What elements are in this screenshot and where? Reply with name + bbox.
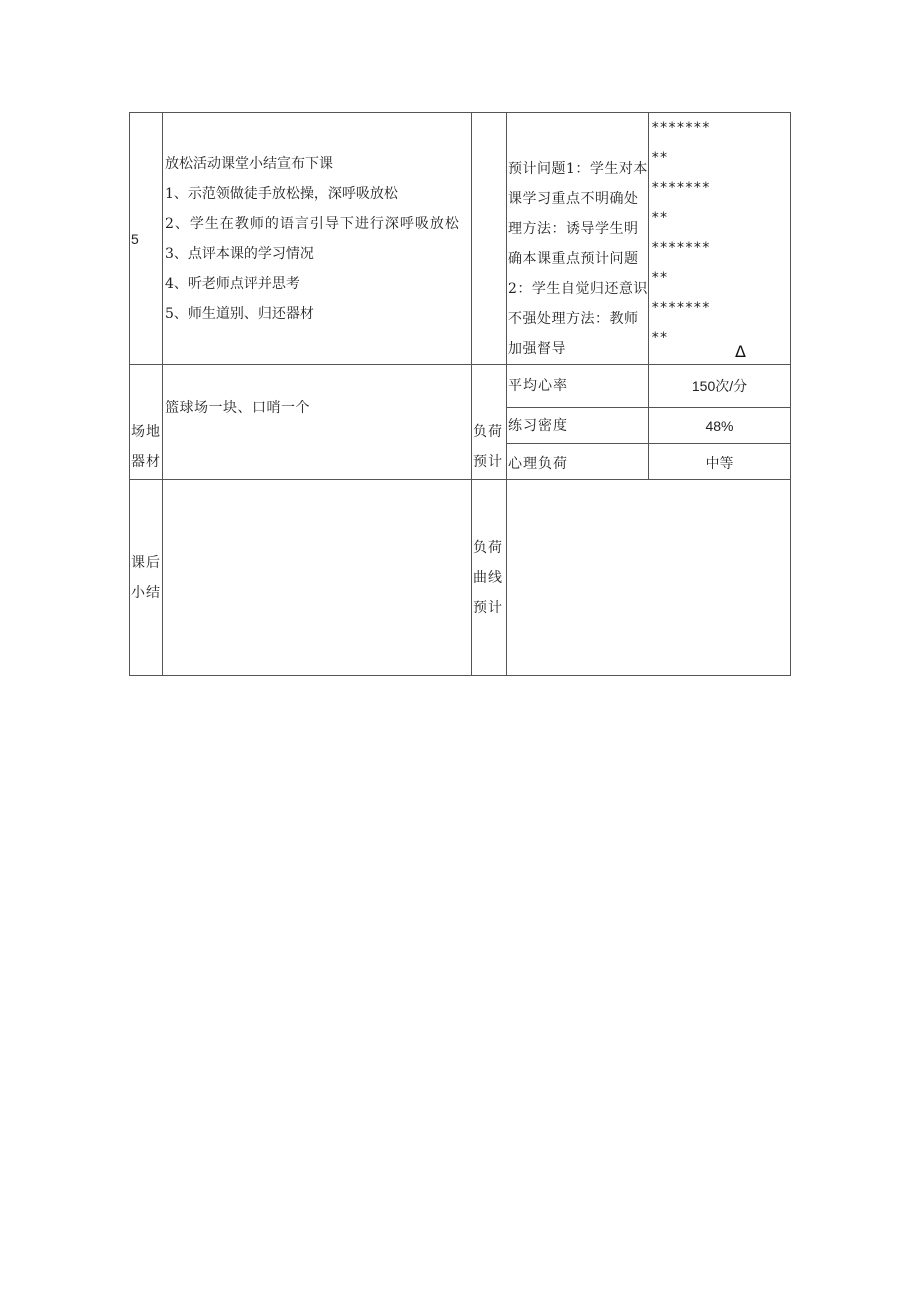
density-value: 48% (649, 408, 791, 444)
load-curve-area (507, 480, 791, 676)
venue-label-line: 器材 (131, 454, 161, 470)
teacher-marker-icon: Δ (735, 342, 746, 361)
summary-label-line: 小结 (131, 584, 161, 601)
curve-label-line: 负荷 (473, 539, 503, 556)
student-row: ******* (651, 300, 711, 316)
equipment-text: 篮球场一块、口哨一个 (163, 365, 472, 480)
formation-diagram (649, 113, 791, 365)
student-row: ******* (651, 120, 711, 136)
lesson-plan-table (129, 112, 791, 676)
curve-label-line: 曲线 (473, 569, 503, 586)
load-estimate-label (472, 365, 507, 480)
summary-label (130, 480, 163, 676)
section-number: 5 (130, 113, 163, 365)
content-line: 放松活动课堂小结宣布下课 (165, 155, 333, 172)
mental-load-value: 中等 (649, 444, 791, 480)
venue-label (130, 365, 163, 480)
content-line: 5、师生道别、归还器材 (165, 305, 314, 322)
student-row: ******* (651, 180, 711, 196)
section-content (163, 113, 472, 365)
load-curve-label (472, 480, 507, 676)
content-line: 1、示范领做徒手放松操，深呼吸放松 (165, 185, 398, 202)
student-row: ** (651, 330, 668, 346)
section-5-row (130, 113, 791, 365)
summary-label-line: 课后 (131, 554, 161, 571)
mental-load-label: 心理负荷 (507, 444, 649, 480)
student-row: ******* (651, 240, 711, 256)
content-line: 2、学生在教师的语言引导下进行深呼吸放松 (165, 215, 460, 232)
content-line: 3、点评本课的学习情况 (165, 245, 314, 262)
student-row: ** (651, 150, 668, 166)
summary-content (163, 480, 472, 676)
venue-label-line: 场地 (131, 424, 161, 440)
expected-issues: 预计问题1：学生对本课学习重点不明确处理方法：诱导学生明确本课重点预计问题2：学生自觉归还意识不强处理方法：教师加强督导 (507, 113, 649, 365)
density-label: 练习密度 (507, 408, 649, 444)
load-label-line: 负荷 (473, 424, 503, 440)
curve-label-line: 预计 (473, 599, 503, 616)
heart-rate-label: 平均心率 (507, 365, 649, 408)
content-line: 4、听老师点评并思考 (165, 275, 300, 292)
load-label-line: 预计 (473, 454, 503, 470)
summary-row (130, 480, 791, 676)
empty-cell (472, 113, 507, 365)
student-row: ** (651, 210, 668, 226)
heart-rate-value: 150次/分 (649, 365, 791, 408)
venue-row (130, 365, 791, 408)
student-row: ** (651, 270, 668, 286)
